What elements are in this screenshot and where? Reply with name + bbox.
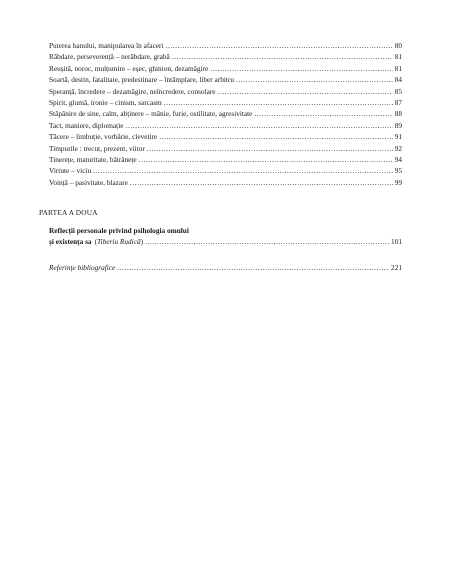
toc-dot-leader	[159, 131, 393, 142]
part-two-entry	[49, 225, 402, 247]
part-two-heading: PARTEA A DOUA	[39, 208, 98, 217]
toc-entry-page: 91	[394, 132, 402, 142]
toc-entry	[49, 143, 402, 154]
toc-entry-title: Voință – pasivitate, blazare	[49, 177, 128, 187]
toc-dot-leader	[254, 108, 392, 119]
toc-entry	[49, 63, 402, 74]
toc-entry	[49, 108, 402, 119]
references-entry	[49, 263, 402, 272]
references-title: Referințe bibliografice	[49, 263, 116, 272]
part-two-entry-row	[49, 236, 402, 247]
toc-entry-page: 80	[394, 41, 402, 50]
toc-entry-title: Virtute – viciu	[49, 166, 92, 176]
toc-entry-title: Puterea banului, manipularea în afaceri	[49, 41, 164, 50]
toc-dot-leader	[125, 120, 392, 131]
toc-dot-leader	[236, 74, 393, 85]
toc-entry-title: Timpurile : trecut, prezent, viitor	[49, 143, 145, 153]
toc-entry-page: 85	[394, 86, 402, 96]
toc-dot-leader	[172, 51, 393, 62]
references-page: 221	[391, 263, 402, 272]
toc-dot-leader	[165, 40, 392, 51]
toc-dot-leader	[139, 154, 393, 165]
toc-list	[49, 40, 402, 188]
part-two-entry-title-cont: și existența sa	[49, 237, 92, 246]
toc-entry	[49, 40, 402, 51]
toc-entry-title: Răbdare, perseverență – nerăbdare, grabă	[49, 52, 170, 62]
part-two-close-paren: )	[140, 237, 144, 246]
toc-entry-title: Speranță, încredere – dezamăgire, neîncredere, consolare	[49, 86, 216, 96]
toc-entry-title: Reușită, noroc, mulțumire – eșec, ghinion, dezamăgire	[49, 63, 209, 73]
toc-dot-leader	[210, 63, 392, 74]
toc-entry-page: 89	[394, 120, 402, 130]
toc-entry	[49, 165, 402, 176]
toc-dot-leader	[164, 97, 393, 108]
toc-entry-page: 95	[394, 166, 402, 176]
part-two-open-paren: (	[94, 237, 98, 246]
toc-entry-title: Tăcere – limbuție, vorbărie, clevetire	[49, 132, 158, 142]
toc-entry	[49, 51, 402, 62]
toc-dot-leader	[218, 86, 393, 97]
toc-entry-page: 81	[394, 52, 402, 62]
part-two-entry-title: Reflecții personale privind psihologia omului	[49, 226, 189, 235]
toc-entry	[49, 131, 402, 142]
part-two-entry-page: 101	[391, 237, 402, 246]
toc-entry-page: 94	[394, 154, 402, 164]
toc-entry-title: Stăpânire de sine, calm, abținere – mânie, furie, ostilitate, agresivitate	[49, 109, 253, 119]
toc-entry-page: 88	[394, 109, 402, 119]
toc-entry	[49, 97, 402, 108]
toc-entry	[49, 86, 402, 97]
toc-entry-page: 92	[394, 143, 402, 153]
toc-entry-title: Tinerețe, maturitate, bătrânețe	[49, 154, 137, 164]
toc-dot-leader	[145, 236, 389, 247]
toc-dot-leader	[147, 143, 393, 154]
part-two-entry-author: Tiberiu Rudică	[97, 237, 141, 246]
toc-entry-page: 99	[394, 177, 402, 187]
toc-entry-title: Tact, maniere, diplomație	[49, 120, 124, 130]
toc-dot-leader	[93, 165, 393, 176]
toc-entry	[49, 177, 402, 188]
toc-entry	[49, 120, 402, 131]
toc-dot-leader	[117, 263, 389, 272]
toc-dot-leader	[130, 177, 393, 188]
toc-entry-page: 84	[394, 75, 402, 85]
toc-entry-title: Spirit, glumă, ironie – cinism, sarcasm	[49, 97, 162, 107]
toc-entry	[49, 154, 402, 165]
toc-entry-page: 81	[394, 63, 402, 73]
toc-entry	[49, 74, 402, 85]
toc-entry-page: 87	[394, 97, 402, 107]
toc-entry-title: Soartă, destin, fatalitate, predestinare – întâmplare, liber arbitru	[49, 75, 234, 85]
